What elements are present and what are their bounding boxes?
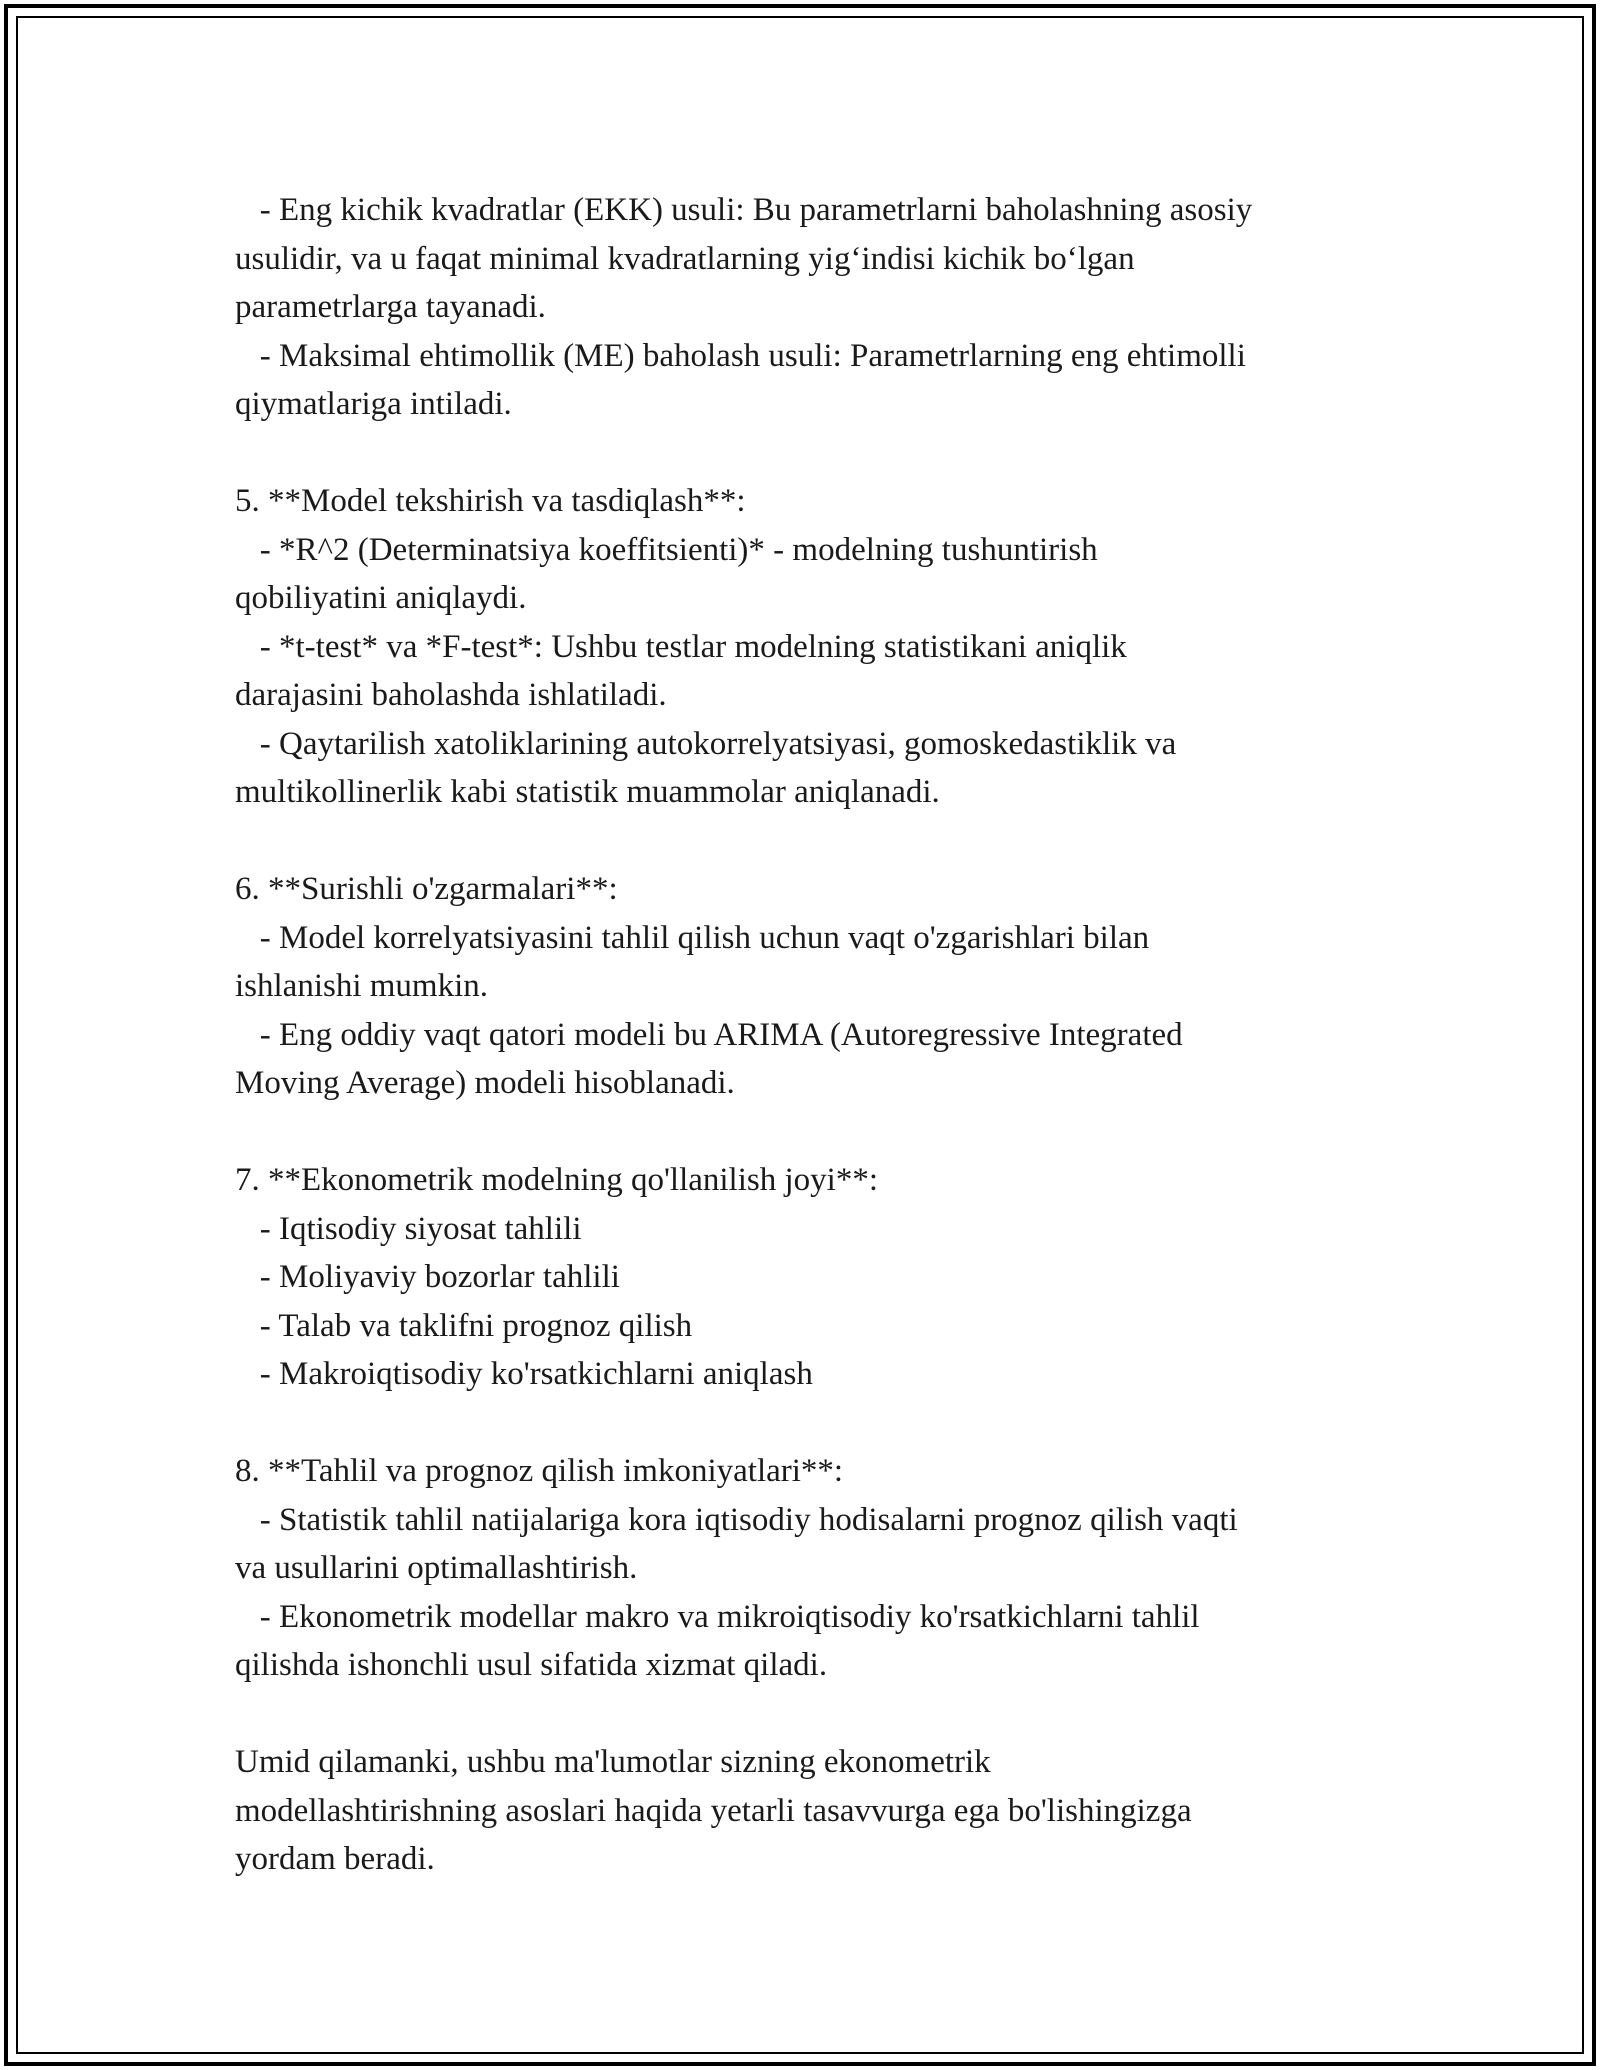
text-line: - Talab va taklifni prognoz qilish bbox=[235, 1307, 693, 1344]
text-line: - Eng kichik kvadratlar (EKK) usuli: Bu parametrlarni baholashning asosiy bbox=[235, 192, 1253, 228]
text-line: - Statistik tahlil natijalariga kora iqtisodiy hodisalarni prognoz qilish vaqti bbox=[235, 1501, 1238, 1538]
text-line: Moving Average) modeli hisoblanadi. bbox=[235, 1065, 735, 1101]
text-line: - *R^2 (Determinatsiya koeffitsienti)* - modelning tushuntirish bbox=[235, 531, 1098, 568]
text-line: - Eng oddiy vaqt qatori modeli bu ARIMA (Autoregressive Integrated bbox=[235, 1016, 1183, 1053]
blank-line bbox=[235, 817, 1405, 866]
text-line: 5. **Model tekshirish va tasdiqlash**: bbox=[235, 483, 746, 519]
text-line: qiymatlariga intiladi. bbox=[235, 386, 512, 422]
text-line: va usullarini optimallashtirish. bbox=[235, 1550, 638, 1586]
text-line: 6. **Surishli o'zgarmalari**: bbox=[235, 871, 618, 907]
text-line: Umid qilamanki, ushbu ma'lumotlar sizning ekonometrik bbox=[235, 1744, 991, 1780]
text-line: 7. **Ekonometrik modelning qo'llanilish joyi**: bbox=[235, 1162, 878, 1198]
blank-line bbox=[235, 1399, 1405, 1448]
text-line: usulidir, va u faqat minimal kvadratlarning yig‘indisi kichik bo‘lgan bbox=[235, 240, 1135, 277]
text-line: - Qaytarilish xatoliklarining autokorrelyatsiyasi, gomoskedastiklik va bbox=[235, 725, 1177, 762]
text-line: qobiliyatini aniqlaydi. bbox=[235, 580, 527, 616]
blank-line bbox=[235, 1108, 1405, 1157]
text-line: parametrlarga tayanadi. bbox=[235, 289, 546, 325]
text-line: - Model korrelyatsiyasini tahlil qilish uchun vaqt o'zgarishlari bilan bbox=[235, 919, 1150, 956]
text-line: 8. **Tahlil va prognoz qilish imkoniyatlari**: bbox=[235, 1453, 844, 1489]
blank-line bbox=[235, 1690, 1405, 1739]
text-line: - Iqtisodiy siyosat tahlili bbox=[235, 1210, 582, 1247]
text-line: - *t-test* va *F-test*: Ushbu testlar modelning statistikani aniqlik bbox=[235, 628, 1127, 665]
text-line: modellashtirishning asoslari haqida yetarli tasavvurga ega bo'lishingizga bbox=[235, 1792, 1192, 1829]
text-line: - Ekonometrik modellar makro va mikroiqtisodiy ko'rsatkichlarni tahlil bbox=[235, 1598, 1200, 1635]
text-line: - Makroiqtisodiy ko'rsatkichlarni aniqlash bbox=[235, 1356, 813, 1392]
blank-line bbox=[235, 429, 1405, 478]
text-line: - Maksimal ehtimollik (ME) baholash usuli: Parametrlarning eng ehtimolli bbox=[235, 337, 1246, 374]
text-line: multikollinerlik kabi statistik muammolar aniqlanadi. bbox=[235, 774, 940, 810]
text-line: yordam beradi. bbox=[235, 1841, 435, 1877]
text-line: ishlanishi mumkin. bbox=[235, 968, 489, 1004]
text-line: qilishda ishonchli usul sifatida xizmat qiladi. bbox=[235, 1647, 828, 1683]
text-line: darajasini baholashda ishlatiladi. bbox=[235, 677, 667, 713]
document-body bbox=[235, 186, 1405, 1884]
text-line: - Moliyaviy bozorlar tahlili bbox=[235, 1259, 620, 1295]
